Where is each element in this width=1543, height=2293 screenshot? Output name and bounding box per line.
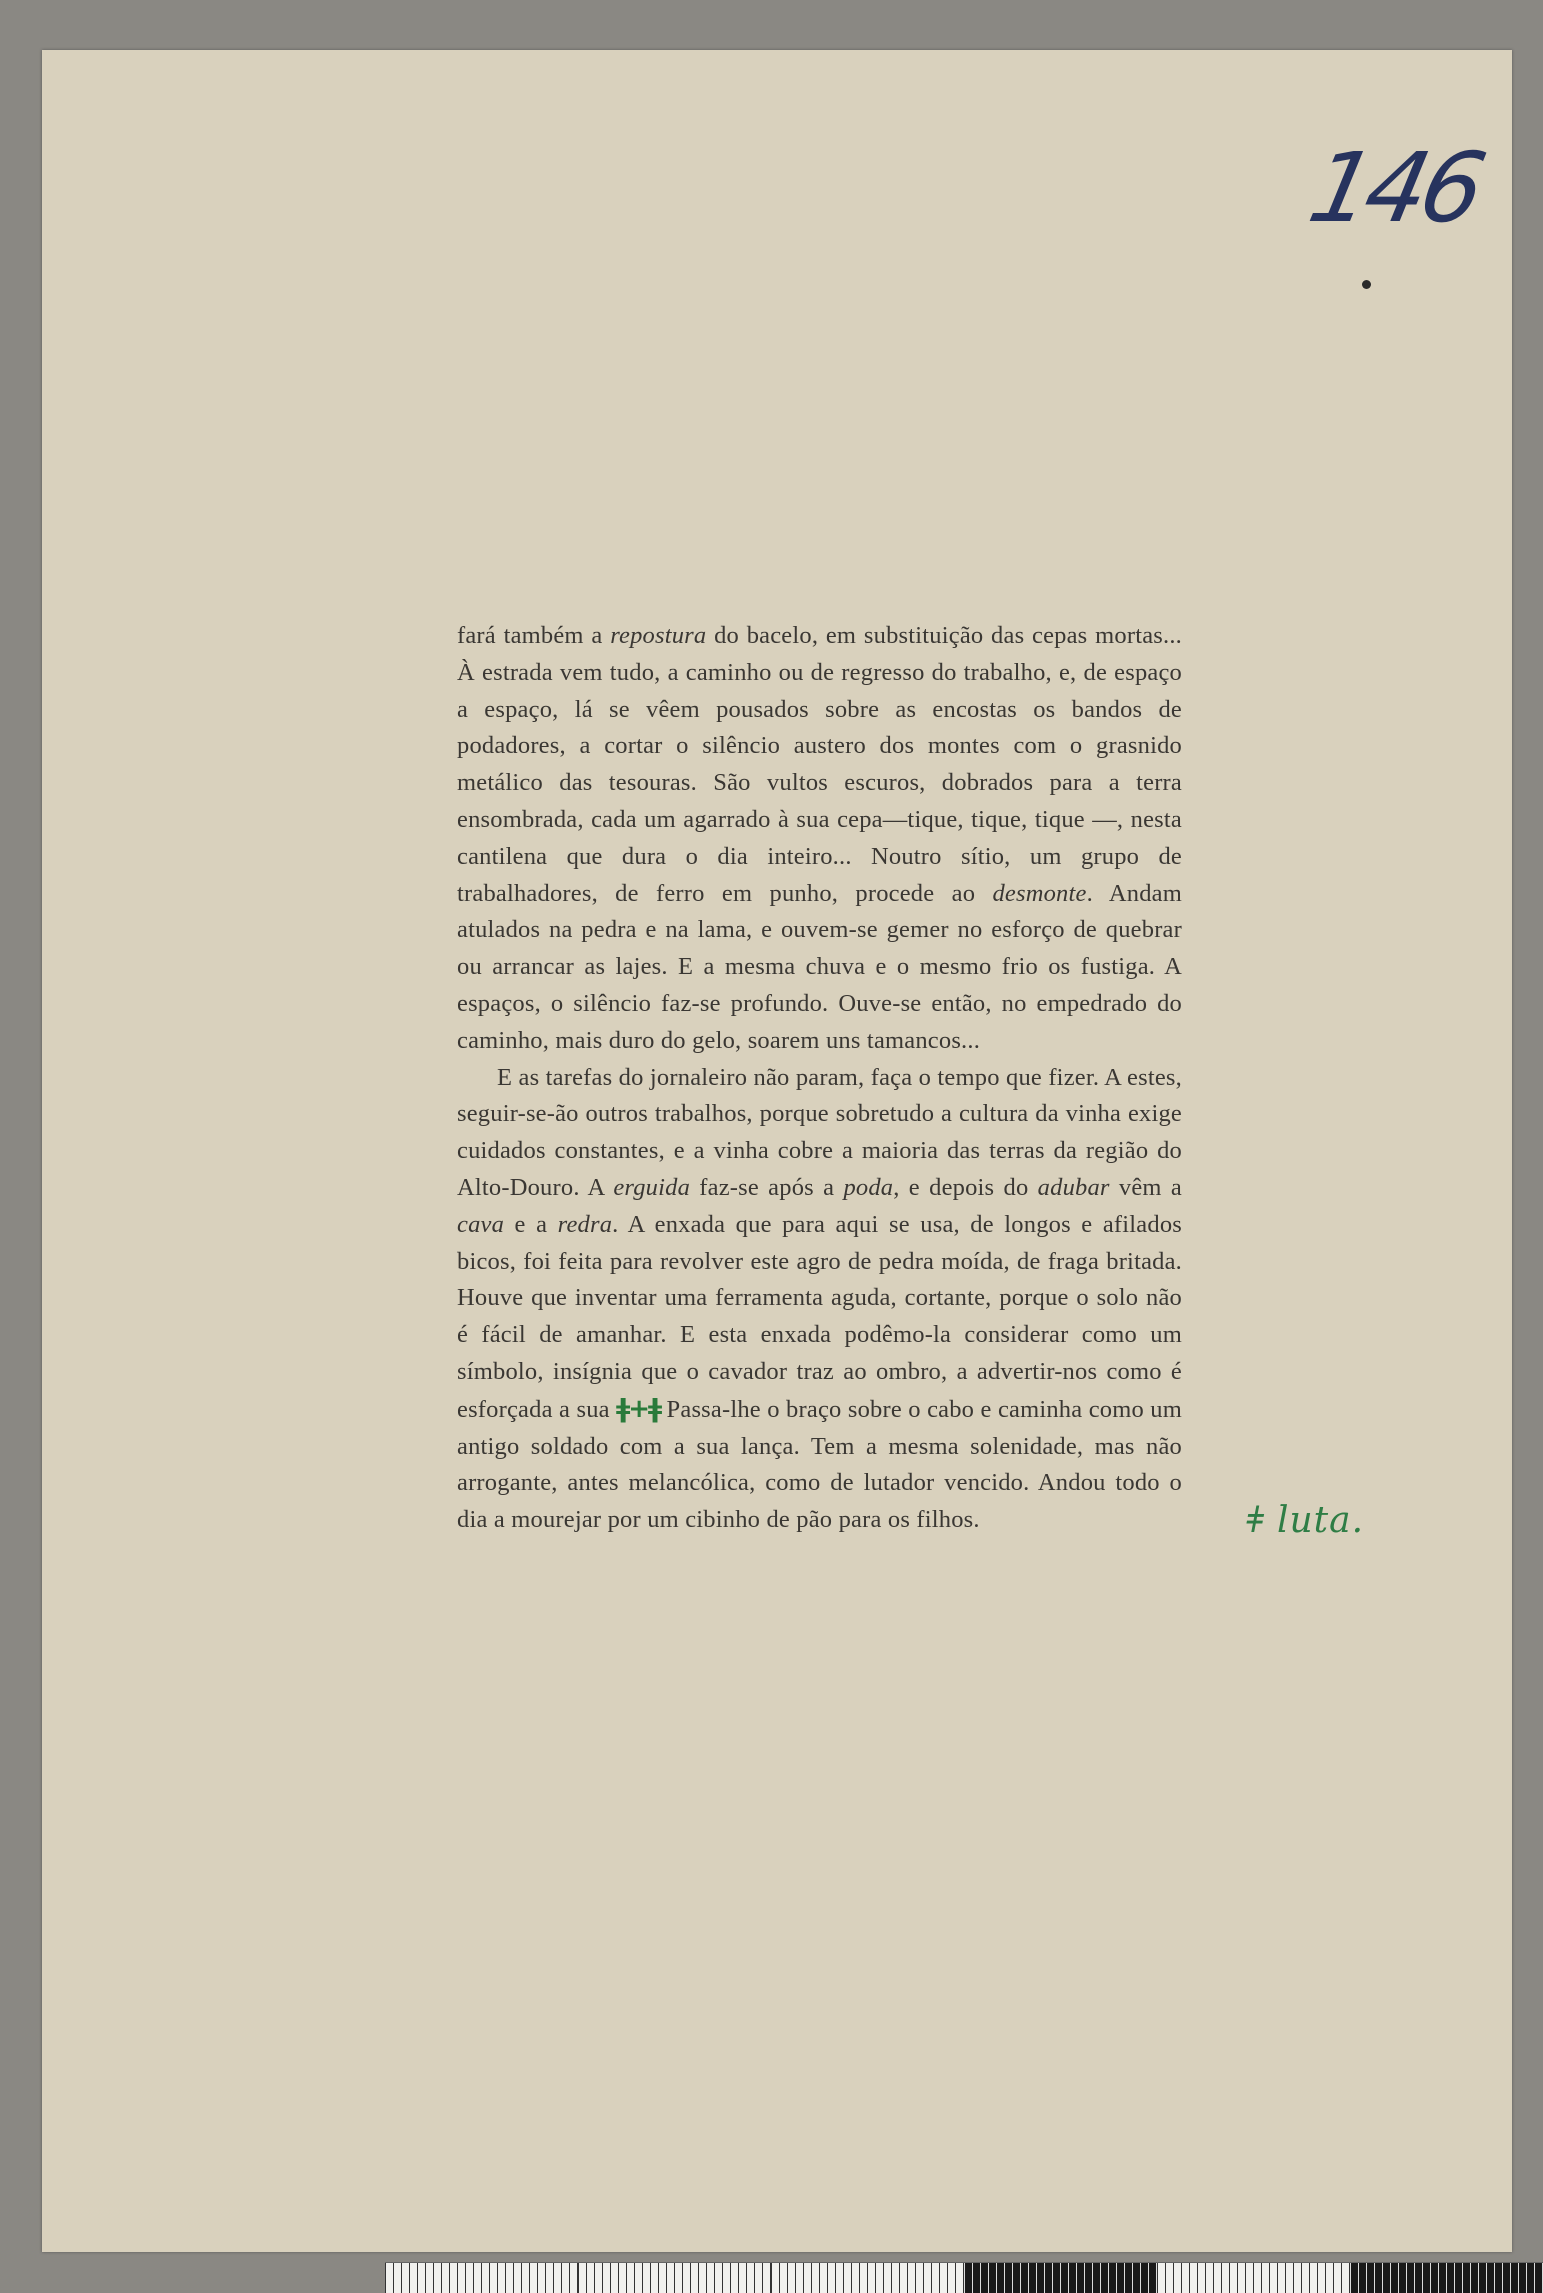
- text-run: . Andam atulados na pedra e na lama, e ouvem-se gemer no esforço de quebrar ou arrancar as lajes. E a mesma chuva e o mesmo frio os fustiga. A espaços, o silêncio faz-se profundo. Ouve-se então, no empedrado do caminho, mais duro do gelo, soarem uns tamancos...: [457, 879, 1182, 1054]
- margin-correction-note: [1247, 1500, 1364, 1541]
- text-run: , e depois do: [893, 1173, 1038, 1201]
- italic-term-repostura: repostura: [610, 622, 707, 649]
- ink-dot-mark: [1362, 280, 1371, 289]
- ruler-segment: [771, 2262, 964, 2293]
- proof-insertion-mark: ǂ+ǂ: [616, 1393, 661, 1424]
- scale-ruler: [385, 2262, 1543, 2293]
- text-run: faz-se após a: [690, 1173, 844, 1201]
- body-text: [457, 618, 1182, 1539]
- italic-term-adubar: adubar: [1037, 1173, 1110, 1201]
- italic-term-desmonte: desmonte: [992, 879, 1087, 907]
- ruler-segment: [1157, 2262, 1350, 2293]
- italic-term-poda: poda: [843, 1173, 894, 1201]
- document-sheet: [42, 50, 1512, 2252]
- handwritten-page-number: 146: [1300, 132, 1490, 244]
- paragraph-2: [457, 1060, 1182, 1539]
- text-run: fará também a: [457, 622, 611, 649]
- ruler-segment: [964, 2262, 1157, 2293]
- text-run: E as tarefas do jornaleiro não param, faça o tempo que fizer. A estes, seguir-se-ão outros trabalhos, porque sobretudo a cultura da vinha exige cuidados constantes, e a vinha cobre a maioria das terras da região do Alto-Douro. A: [457, 1063, 1182, 1201]
- margin-correction-text: luta.: [1276, 1500, 1365, 1541]
- italic-term-erguida: erguida: [613, 1173, 691, 1201]
- text-run: . A enxada que para aqui se usa, de longos e afilados bicos, foi feita para revolver este agro de pedra moída, de fraga britada. Houve que inventar uma ferramenta aguda, cortante, porque o solo não é fácil de amanhar. E esta enxada podêmo-la considerar como um símbolo, insígnia que o cavador traz ao ombro, a advertir-nos como é esforçada a sua: [457, 1210, 1183, 1423]
- margin-insertion-mark: ǂ: [1247, 1500, 1265, 1541]
- ruler-segment: [578, 2262, 771, 2293]
- ruler-segment: [1350, 2262, 1543, 2293]
- text-run: do bacelo, em substituição das cepas mortas... À estrada vem tudo, a caminho ou de regresso do trabalho, e, de espaço a espaço, lá se vêem pousados sobre as encostas os bandos de podadores, a cortar o silêncio austero dos montes com o grasnido metálico das tesouras. São vultos escuros, dobrados para a terra ensombrada, cada um agarrado à sua cepa—tique, tique, tique —, nesta cantilena que dura o dia inteiro... Noutro sítio, um grupo de trabalhadores, de ferro em punho, procede ao: [457, 622, 1182, 907]
- paragraph-1: [457, 618, 1182, 1060]
- text-run: Passa-lhe o braço sobre o cabo e caminha como um antigo soldado com a sua lança. Tem a mesma solenidade, mas não arrogante, antes melancólica, como de lutador vencido. Andou todo o dia a mourejar por um cibinho de pão para os filhos.: [457, 1395, 1182, 1534]
- italic-term-redra: redra: [557, 1210, 613, 1238]
- text-run: vêm a: [1109, 1173, 1183, 1201]
- text-run: e a: [504, 1210, 558, 1238]
- ruler-segment: [385, 2262, 578, 2293]
- italic-term-cava: cava: [457, 1210, 505, 1238]
